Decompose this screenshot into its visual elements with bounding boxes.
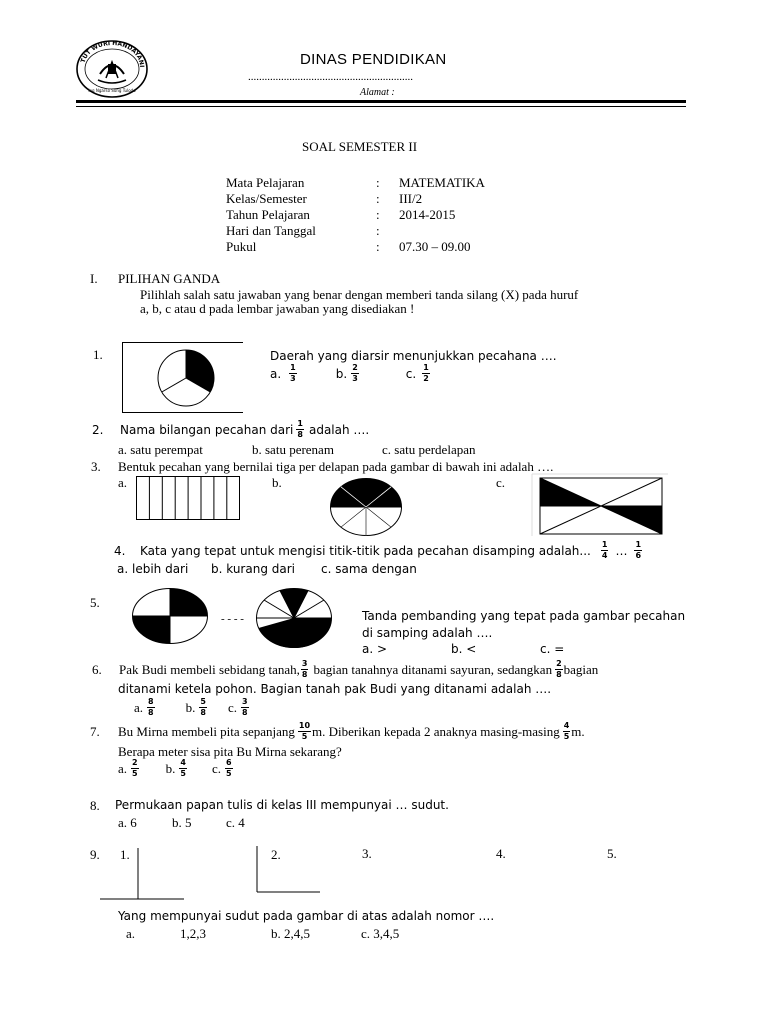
q7-text-2: m. Diberikan kepada 2 anaknya masing-masing: [312, 724, 560, 739]
q3-option-c: c.: [496, 475, 506, 490]
q2-frac-num: 1: [297, 419, 303, 428]
logo-text-bottom: Ing Ngarso Sung Tulodo: [88, 88, 136, 93]
q6-frac1-den: 8: [301, 670, 308, 679]
q7-frac2-den: 5: [563, 732, 570, 741]
q6-frac2-den: 8: [556, 670, 562, 679]
q2-option-c: c. satu perdelapan: [382, 442, 476, 457]
q3-figure-a-bars: [136, 476, 240, 520]
q4-option-c: c. sama dengan: [321, 562, 417, 576]
q1-option-b-num: 2: [352, 363, 358, 372]
q6-number: 6.: [92, 662, 102, 677]
q9-label-4: 4.: [496, 846, 506, 861]
q1-option-a-den: 3: [290, 374, 296, 383]
q3-option-b: b.: [272, 475, 282, 490]
q6-frac1-num: 3: [301, 659, 308, 668]
q1-option-c: c.: [405, 366, 417, 381]
q2-number: 2.: [92, 422, 104, 437]
info-label: Pukul: [226, 239, 257, 254]
q2-option-b: b. satu perenam: [252, 442, 334, 457]
q6-options: [134, 698, 250, 717]
q7-text-3: m.: [571, 724, 585, 739]
q4-frac1-num: 1: [601, 540, 608, 549]
q9-label-3: 3.: [362, 846, 372, 861]
q2-question: Nama bilangan pecahan dari: [120, 422, 294, 437]
q6-option-a-num: 8: [148, 697, 154, 706]
q5-question-1: Tanda pembanding yang tepat pada gambar pecahan: [362, 609, 686, 623]
q6-option-b-num: 5: [200, 697, 206, 706]
q8-option-c: c. 4: [226, 815, 245, 830]
q7-line-2: Berapa meter sisa pita Bu Mirna sekarang?: [118, 744, 342, 759]
section-instruction-1: Pilihlah salah satu jawaban yang benar dengan memberi tanda silang (X) pada huruf: [140, 287, 579, 302]
q7-option-a-num: 2: [132, 758, 138, 767]
q1-option-c-den: 2: [423, 374, 429, 383]
q5-question-2: di samping adalah ….: [362, 626, 493, 640]
q9-number: 9.: [90, 847, 100, 862]
q3-option-a: a.: [118, 475, 128, 490]
q7-option-c-num: 6: [225, 758, 232, 767]
q3-number: 3.: [91, 459, 101, 474]
q4-frac2-den: 6: [635, 551, 642, 560]
q9-label-2: 2.: [271, 847, 281, 862]
q6-option-b-den: 8: [200, 708, 206, 717]
info-label: Hari dan Tanggal: [226, 223, 316, 238]
info-label: Kelas/Semester: [226, 191, 307, 206]
q6-line-1: [92, 660, 598, 679]
q1-option-a: a.: [270, 366, 282, 381]
q2-frac-den: 8: [297, 430, 303, 439]
q6-text-2: bagian tanahnya ditanami sayuran, sedangkan: [313, 662, 553, 677]
q6-option-a: a.: [134, 700, 144, 715]
info-label: Mata Pelajaran: [226, 175, 305, 190]
q2-option-a: a. satu perempat: [118, 442, 203, 457]
q6-text-3: bagian: [563, 662, 599, 677]
section-instruction-2: a, b, c atau d pada lembar jawaban yang disediakan !: [140, 301, 415, 316]
q6-option-a-den: 8: [148, 708, 154, 717]
q7-frac1-num: 10: [298, 721, 311, 730]
header-title: DINAS PENDIDIKAN: [300, 51, 447, 68]
q7-text-1: Bu Mirna membeli pita sepanjang: [118, 724, 295, 739]
q9-figure-1: [100, 848, 190, 902]
q1-options: [270, 364, 431, 383]
q4-number: 4.: [114, 543, 126, 558]
info-value: MATEMATIKA: [399, 175, 485, 190]
q3-figure-c-rect: [532, 474, 668, 536]
header-dots: ............................................................: [248, 71, 413, 83]
q4-frac1-den: 4: [601, 551, 608, 560]
q3-question: Bentuk pecahan yang bernilai tiga per delapan pada gambar di bawah ini adalah ….: [118, 459, 554, 474]
q3-figure-b-pie: [330, 478, 402, 536]
logo-text: TUT WURI HANDAYANI: [79, 39, 146, 68]
q5-number: 5.: [90, 595, 100, 610]
q7-options: [118, 759, 234, 778]
q4-ellipsis: …: [615, 543, 628, 558]
info-colon: :: [376, 239, 380, 254]
q5-option-a: a. >: [362, 642, 388, 656]
q6-option-c: c.: [227, 700, 237, 715]
q4-question: Kata yang tepat untuk mengisi titik-titik pada pecahan disamping adalah...: [140, 543, 591, 558]
q9-option-c: c. 3,4,5: [361, 926, 400, 941]
info-value: III/2: [399, 191, 423, 206]
info-value: 2014-2015: [399, 207, 456, 222]
q7-frac2-num: 4: [563, 721, 570, 730]
q9-label-1: 1.: [120, 847, 130, 862]
section-number: I.: [90, 271, 98, 286]
q1-option-b-den: 3: [352, 374, 358, 383]
q4-option-a: a. lebih dari: [117, 562, 189, 576]
header-rule: [76, 100, 686, 103]
q6-option-b: b.: [185, 700, 196, 715]
q9-option-a-value: 1,2,3: [180, 926, 206, 941]
info-value: 07.30 – 09.00: [399, 239, 471, 254]
q6-option-c-num: 3: [241, 697, 248, 706]
q9-option-a: a.: [126, 926, 136, 941]
q9-figure-2: [254, 846, 324, 894]
q5-pie-right: [256, 588, 332, 648]
q1-pie: [156, 348, 216, 408]
exam-title: SOAL SEMESTER II: [302, 139, 418, 154]
school-logo: [76, 40, 148, 98]
section-title: PILIHAN GANDA: [118, 271, 221, 286]
info-colon: :: [376, 175, 380, 190]
q4-option-b: b. kurang dari: [211, 562, 295, 576]
q9-option-b: b. 2,4,5: [271, 926, 310, 941]
info-colon: :: [376, 223, 380, 238]
q5-comparison-dashes: - - - -: [221, 613, 244, 625]
q7-option-a: a.: [118, 761, 128, 776]
q7-option-b-den: 5: [180, 769, 186, 778]
q7-option-b-num: 4: [180, 758, 186, 767]
info-colon: :: [376, 207, 380, 222]
q7-option-a-den: 5: [132, 769, 138, 778]
q5-option-b: b. <: [451, 642, 477, 656]
q2-question-end: adalah ….: [308, 422, 370, 437]
q7-option-c: c.: [211, 761, 221, 776]
q6-frac2-num: 2: [556, 659, 562, 668]
header-rule-thin: [76, 106, 686, 107]
q8-option-b: b. 5: [172, 815, 192, 830]
q6-text-1: Pak Budi membeli sebidang tanah,: [119, 662, 300, 677]
q6-line-2: ditanami ketela pohon. Bagian tanah pak Budi yang ditanami adalah ….: [118, 682, 552, 696]
q8-question: Permukaan papan tulis di kelas III mempunyai … sudut.: [115, 798, 449, 812]
q5-pie-left: [132, 588, 208, 644]
q1-option-a-num: 1: [290, 363, 296, 372]
header-address: Alamat :: [360, 87, 395, 98]
q4-line: [114, 541, 643, 560]
q2-line: [92, 420, 369, 439]
q1-number: 1.: [93, 347, 103, 362]
q8-number: 8.: [90, 798, 100, 813]
q7-option-b: b.: [165, 761, 176, 776]
info-label: Tahun Pelajaran: [226, 207, 310, 222]
q7-line-1: [90, 722, 585, 741]
q8-option-a: a. 6: [118, 815, 137, 830]
q9-label-5: 5.: [607, 846, 617, 861]
q1-option-b: b.: [335, 366, 348, 381]
q4-frac2-num: 1: [635, 540, 642, 549]
info-colon: :: [376, 191, 380, 206]
q1-option-c-num: 1: [423, 363, 429, 372]
q7-option-c-den: 5: [225, 769, 232, 778]
q1-question: Daerah yang diarsir menunjukkan pecahana ….: [270, 349, 557, 363]
q7-frac1-den: 5: [301, 732, 308, 741]
q9-question: Yang mempunyai sudut pada gambar di atas adalah nomor ….: [118, 909, 495, 923]
q7-number: 7.: [90, 724, 100, 739]
q6-option-c-den: 8: [241, 708, 248, 717]
q5-option-c: c. =: [540, 642, 565, 656]
